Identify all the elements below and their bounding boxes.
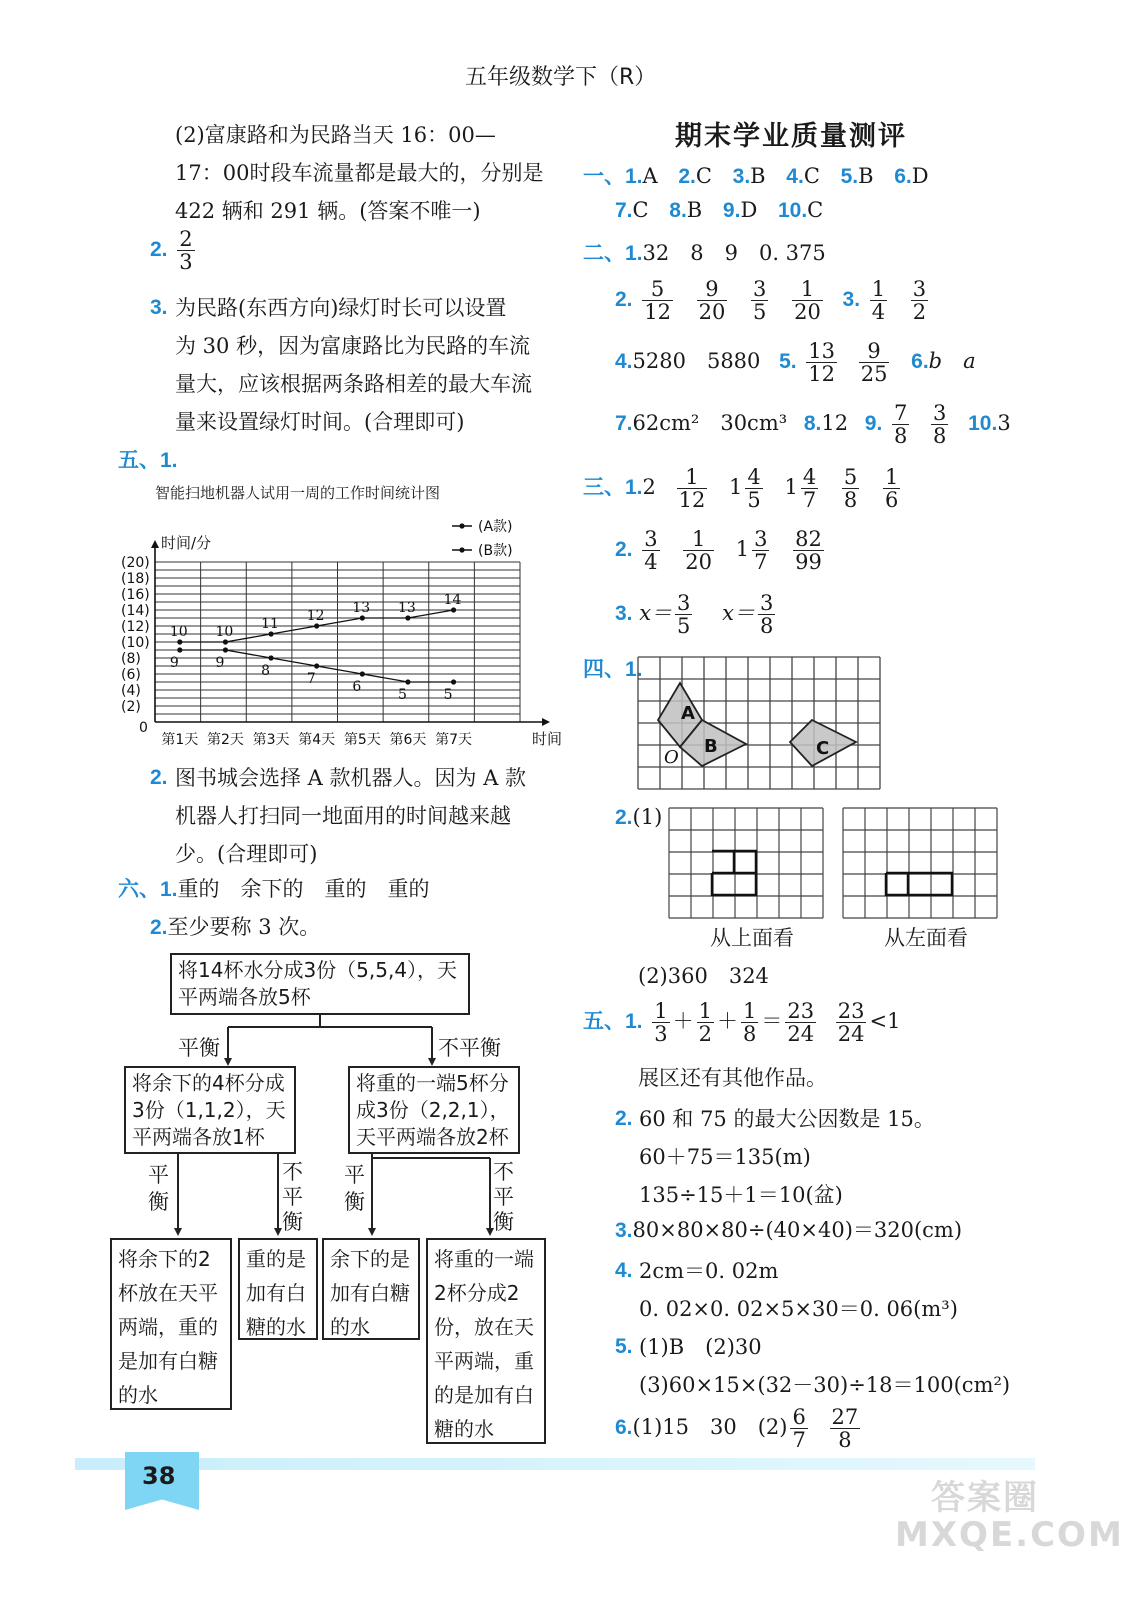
y-axis-label: 时间/分 [161,534,212,552]
qnum: 2. [615,1107,633,1130]
answer-2-4 [615,340,976,385]
section-2-label: 二、 [583,242,625,265]
answer-2-2 [615,278,931,323]
answer-line: 0. 02×0. 02×5×30＝0. 06(m³) [639,1297,958,1321]
qnum: 6. [911,350,929,374]
answer-text: 62cm² 30cm³ [632,411,788,436]
answer-3-1 [583,466,903,511]
flow-label-unbalanced-v2: 不平衡 [493,1160,514,1235]
view-top-label: 从上面看 [710,926,794,950]
data-point [314,623,319,628]
answer-5-2 [615,1100,935,1214]
qnum: 4. [615,350,633,374]
flow-leaf-4: 将重的一端2杯分成2份，放在天平两端，重的是加有白糖的水 [426,1238,546,1444]
whole-part: 1 [784,475,798,500]
answer-4-2-text [175,116,543,230]
legend-label: (A款) [478,519,513,535]
choice: B [858,164,874,188]
chart-title: 智能扫地机器人试用一周的工作时间统计图 [155,484,441,502]
fraction: $\frac{3}{2}$ [912,277,927,325]
fraction: $\frac{5}{12}$ [644,277,671,325]
whole-part: 1 [729,475,743,500]
qnum: 5. [779,350,797,374]
choice: C [803,164,820,188]
x-tick-label: 第6天 [389,732,427,748]
flow-leaf-3: 余下的是加有白糖的水 [322,1238,420,1340]
answer-3-3 [615,592,778,637]
answer-line: 图书城会选择 A 款机器人。因为 A 款 [175,766,527,790]
fraction: $\frac{1}{2}$ [698,999,712,1047]
answer-5-6 [615,1406,863,1451]
fraction: $\frac{3}{5}$ [753,277,767,325]
answer-6-1 [118,873,430,903]
line-chart [100,510,563,750]
data-label: 6 [352,679,362,695]
flow-label-balanced: 平衡 [178,1036,220,1060]
y-tick-label: (14) [121,603,150,619]
fraction: $\frac{1}{6}$ [884,465,899,513]
fraction: $\frac{3}{8}$ [759,591,774,639]
answer-text: 重的 余下的 重的 重的 [177,877,430,901]
qnum: 10. [777,199,808,222]
choice: D [740,198,758,222]
fraction: $\frac{23}{24}$ [787,999,815,1047]
data-point [360,671,365,676]
y-tick-label: (20) [121,555,150,571]
answer-text: 至少要称 3 次。 [167,915,321,939]
answer-4-2-2: (2)360 324 [638,964,769,988]
y-tick-label: (6) [121,667,141,683]
fraction: $\frac{6}{7}$ [792,1405,806,1453]
data-point [405,679,410,684]
y-tick-label: (10) [121,635,150,651]
data-label: 5 [397,687,407,703]
answer-5-1-eq: 五、1. $\frac{1}{3}$ ＋ $\frac{1}{2}$ ＋ $\frac{1}{8}$ ＝ $\frac{23}{24}$ $\frac{23}{24}$ <1 [583,999,901,1047]
answer-5-1-text: 展区还有其他作品。 [638,1066,827,1090]
answer-text: 2 [642,475,656,500]
answer-5-3 [615,1214,962,1244]
data-label: 13 [397,600,416,616]
section-3-label: 三、 [583,476,625,500]
answer-line: (2)富康路和为民路当天 16：00— [175,123,496,147]
x-axis-label: 时间 [532,730,563,748]
data-point [177,639,182,644]
data-label: 11 [261,616,279,632]
qnum: 2. [678,165,696,188]
section-1-label: 一、 [583,165,625,188]
data-label: 8 [261,663,270,679]
legend-label: (B款) [478,543,513,559]
data-point [405,615,410,620]
label-a: A [681,703,695,724]
qnum: 5. [615,1335,633,1358]
fraction: $\frac{3}{8}$ [933,401,947,449]
flow-label-balanced-v2: 平衡 [344,1163,365,1215]
page-number: 38 [142,1462,176,1490]
answer-text: 32 8 9 0. 375 [642,241,826,265]
answer-line: 少。(合理即可) [175,842,318,866]
data-label: 13 [352,600,371,616]
answer-text: 12 [821,411,849,436]
fraction: $\frac{4}{5}$ [747,465,761,513]
y-tick-label: (4) [121,683,141,699]
flow-label-balanced-v1: 平衡 [148,1163,169,1215]
view-left-grid [842,807,1002,919]
qnum: 1. [625,242,643,265]
qnum: 6. [894,165,912,188]
qnum: 3. [732,165,751,188]
answer-5-4 [615,1252,958,1328]
y-tick-label: (16) [121,587,150,603]
qnum: 7. [615,412,633,436]
fraction: $\frac{3}{5}$ [677,591,691,639]
answer-3-2 [615,528,827,573]
footer-band [75,1458,1035,1470]
data-label: 12 [306,608,325,624]
x-tick-label: 第4天 [298,732,336,748]
fraction: $\frac{2}{3}$ [179,227,193,275]
data-label: 14 [443,592,462,608]
answer-text: 5280 5880 [632,349,761,374]
section-5-label: 五、1. [118,449,178,472]
legend-marker [459,523,464,528]
data-point [360,615,365,620]
fraction: $\frac{3}{4}$ [644,527,658,575]
answer-line: 机器人打扫同一地面用的时间越来越 [175,804,511,828]
choice: D [911,164,929,188]
data-label: 9 [169,655,179,671]
flow-leaf-1: 将余下的2杯放在天平两端，重的是加有白糖的水 [110,1238,232,1410]
answer-text: 80×80×80÷(40×40)＝320(cm) [632,1218,963,1242]
fraction: $\frac{1}{20}$ [685,527,712,575]
qnum: 3. [615,602,633,626]
part-label: (1) [632,805,663,829]
data-label: 9 [215,655,225,671]
answer-line: 2cm＝0. 02m [639,1259,779,1283]
fraction: $\frac{3}{7}$ [754,527,768,575]
data-point [268,631,273,636]
origin-label: 0 [139,720,148,736]
data-point [314,663,319,668]
question-number: 2. [150,766,168,789]
section-title: 期末学业质量测评 [675,121,907,152]
answer-2-frac [150,228,198,273]
choice: C [632,198,649,222]
qnum: 3. [615,1219,633,1242]
question-number: 2. [150,238,168,262]
fraction: $\frac{9}{25}$ [860,339,888,387]
fraction: $\frac{1}{3}$ [654,999,668,1047]
qnum: 6. [615,1416,633,1440]
qnum: 9. [864,412,883,436]
answers-1-row1 [583,160,929,190]
fraction: $\frac{1}{4}$ [871,277,886,325]
data-point [223,639,228,644]
qnum: 3. [842,288,861,312]
answer-4-2 [615,805,662,830]
answer-3 [150,289,532,441]
data-label: 5 [443,687,453,703]
y-tick-label: (8) [121,651,141,667]
data-point [268,655,273,660]
flow-box-left-mid: 将余下的4杯分成3份（1,1,2），天平两端各放1杯 [124,1066,296,1154]
view-left-label: 从左面看 [884,926,968,950]
answer-2-1 [583,237,826,267]
qnum: 7. [615,199,633,222]
page-header: 五年级数学下（R） [465,65,657,90]
qnum: 10. [968,412,998,436]
answer-line: 60＋75＝135(m) [639,1145,811,1169]
section-6-label: 六、1. [118,878,178,901]
question-number: 2. [150,916,168,939]
flow-leaf-2: 重的是加有白糖的水 [238,1238,318,1340]
data-point [451,679,456,684]
section-4-label: 四、1. [583,658,643,681]
answer-line: 为 30 秒，因为富康路比为民路的车流 [175,334,531,358]
qnum: 2. [615,288,633,312]
fraction: $\frac{4}{7}$ [802,465,817,513]
answer-2-7 [615,402,1011,447]
qnum: 1. [625,165,643,188]
label-c: C [816,738,830,759]
answer-text: 3 [997,411,1011,436]
qnum: 1. [625,476,643,500]
fraction: $\frac{5}{8}$ [843,465,858,513]
qnum: 2. [615,806,633,829]
flow-box-right-mid: 将重的一端5杯分成3份（2,2,1），天平两端各放2杯 [348,1066,520,1154]
qnum: 9. [722,199,741,222]
fraction: $\frac{9}{20}$ [698,277,726,325]
fraction: $\frac{27}{8}$ [831,1405,859,1453]
x-tick-label: 第7天 [435,732,473,748]
fraction: $\frac{7}{8}$ [893,401,908,449]
data-point [451,607,456,612]
choice: C [807,198,824,222]
fraction: $\frac{82}{99}$ [795,527,822,575]
answer-line: 量来设置绿灯时间。(合理即可) [175,410,465,434]
legend-marker [459,547,464,552]
answers-1-row2 [615,198,823,223]
label-o: O [664,747,679,768]
equation-lhs: x＝ [722,601,755,626]
y-tick-label: (12) [121,619,150,635]
answer-line: (1)B (2)30 [639,1335,762,1359]
answer-line: 422 辆和 291 辆。(答案不唯一) [175,199,481,223]
x-axis-arrow [542,718,550,726]
answer-line: 135÷15＋1＝10(盆) [639,1183,843,1207]
answer-5-2 [150,759,526,873]
fraction: $\frac{1}{20}$ [794,277,821,325]
fraction: $\frac{13}{12}$ [808,339,836,387]
answer-6-2 [150,911,320,941]
equation-lhs: x＝ [639,601,673,626]
y-tick-label: (18) [121,571,150,587]
flow-label-unbalanced: 不平衡 [438,1036,501,1060]
qnum: 8. [669,199,687,222]
answer-line: 60 和 75 的最大公因数是 15。 [639,1107,935,1131]
data-point [223,647,228,652]
whole-part: 1 [735,537,750,562]
watermark: 答案圈 MXQE.COM [895,1478,1124,1556]
view-top-grid [668,807,828,919]
x-tick-label: 第5天 [343,732,381,748]
choice: B [686,198,703,222]
y-tick-label: (2) [121,699,141,715]
fraction: $\frac{1}{12}$ [678,465,706,513]
answer-line: 17：00时段车流量都是最大的，分别是 [175,161,544,185]
data-label: 10 [215,624,234,640]
answer-text: (1)15 30 (2) [632,1415,788,1440]
data-label: 7 [306,671,316,687]
qnum: 4. [615,1259,633,1282]
section-5-label-right: 五、1. [583,1010,643,1034]
inequality-tail: <1 [869,1009,901,1034]
choice: A [642,164,658,188]
x-tick-label: 第1天 [161,732,199,748]
qnum: 8. [803,412,822,436]
label-b: B [704,736,718,757]
fraction: $\frac{1}{8}$ [742,999,757,1047]
answer-line: (3)60×15×(32－30)÷18＝100(cm²) [639,1373,1011,1397]
flow-label-unbalanced-v1: 不平衡 [282,1160,303,1235]
data-label: 10 [169,624,188,640]
x-tick-label: 第3天 [252,732,290,748]
fraction: $\frac{23}{24}$ [837,999,865,1047]
choice: C [695,164,712,188]
question-number: 3. [150,296,168,319]
flow-box-top: 将14杯水分成3份（5,5,4），天平两端各放5杯 [170,953,470,1015]
qnum: 4. [786,165,804,188]
answer-line: 为民路(东西方向)绿灯时长可以设置 [175,296,507,320]
data-point [177,647,182,652]
choice: B [750,164,766,188]
answer-text: b a [928,349,976,374]
qnum: 2. [615,538,633,562]
x-tick-label: 第2天 [206,732,244,748]
answer-line: 量大，应该根据两条路相差的最大车流 [175,372,532,396]
y-axis-arrow [151,540,159,548]
transform-grid [636,655,884,795]
qnum: 5. [840,165,859,188]
answer-5-5 [615,1328,1010,1404]
